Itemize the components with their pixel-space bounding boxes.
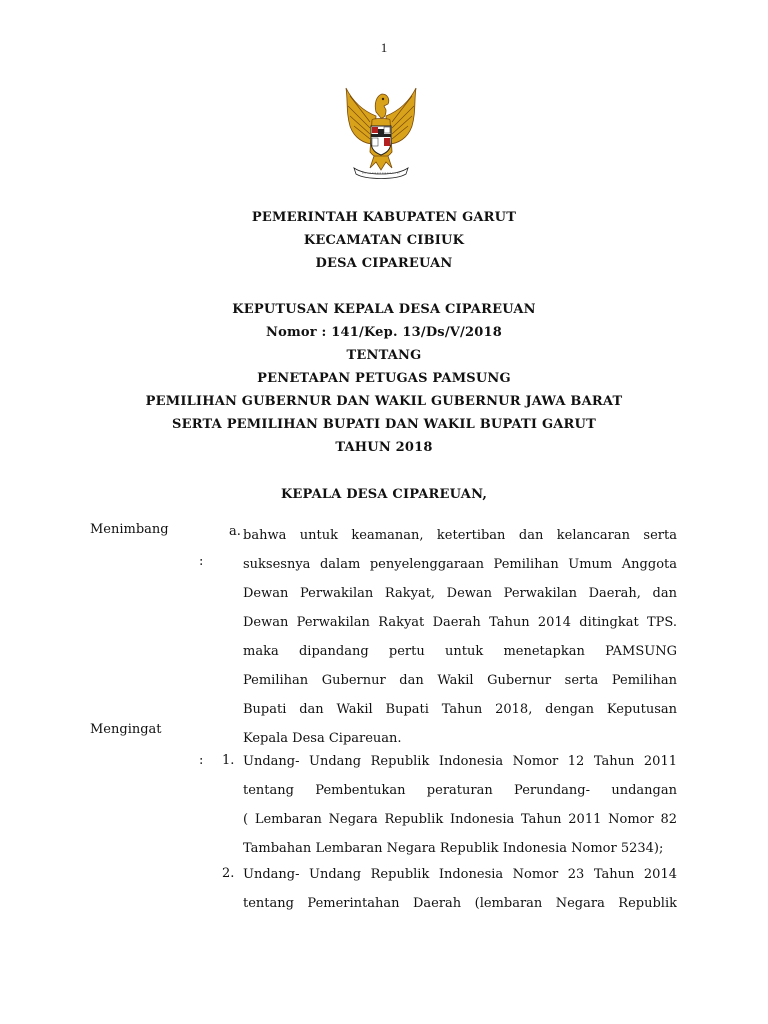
text-line: Undang- Undang Republik Indonesia Nomor 23 Tahun 2014 xyxy=(243,867,677,882)
text-line: Kepala Desa Cipareuan. xyxy=(243,731,402,746)
mengingat-colon: : xyxy=(199,753,204,768)
text-line: Bupati dan Wakil Bupati Tahun 2018, dengan Keputusan xyxy=(243,702,677,717)
menimbang-marker: a. xyxy=(229,524,241,539)
menimbang-colon: : xyxy=(199,554,204,569)
decree-line-number: Nomor : 141/Kep. 13/Ds/V/2018 xyxy=(266,325,502,340)
mengingat-label: Mengingat xyxy=(90,722,162,737)
decree-line-regent: SERTA PEMILIHAN BUPATI DAN WAKIL BUPATI GARUT xyxy=(172,417,596,432)
decree-line-subject: PENETAPAN PETUGAS PAMSUNG xyxy=(257,371,511,386)
decree-line-keputusan: KEPUTUSAN KEPALA DESA CIPAREUAN xyxy=(232,302,536,317)
page-number: 1 xyxy=(380,40,388,55)
signatory-title-text: KEPALA DESA CIPAREUAN, xyxy=(280,487,488,502)
government-header xyxy=(0,206,768,275)
decree-line-tentang: TENTANG xyxy=(346,348,422,363)
mengingat-item-2-marker: 2. xyxy=(222,866,235,881)
header-line-district: KECAMATAN CIBIUK xyxy=(303,233,465,248)
header-line-village: DESA CIPAREUAN xyxy=(315,256,453,271)
menimbang-label: Menimbang xyxy=(90,522,169,537)
signatory-title xyxy=(0,483,768,506)
mengingat-item-1 xyxy=(243,747,677,863)
text-line: Pemilihan Gubernur dan Wakil Gubernur serta Pemilihan xyxy=(243,673,677,688)
text-line: maka dipandang pertu untuk menetapkan PAMSUNG xyxy=(243,644,677,659)
text-line: suksesnya dalam penyelenggaraan Pemilihan Umum Anggota xyxy=(243,557,677,572)
garuda-emblem xyxy=(340,82,422,182)
mengingat-item-2 xyxy=(243,860,677,918)
text-line: ( Lembaran Negara Republik Indonesia Tahun 2011 Nomor 82 xyxy=(243,812,677,827)
text-line: bahwa untuk keamanan, ketertiban dan kelancaran serta xyxy=(243,528,677,543)
header-line-regency: PEMERINTAH KABUPATEN GARUT xyxy=(251,210,517,225)
decree-line-governor: PEMILIHAN GUBERNUR DAN WAKIL GUBERNUR JAWA BARAT xyxy=(145,394,623,409)
decree-line-year: TAHUN 2018 xyxy=(335,440,433,455)
text-line: Dewan Perwakilan Rakyat Daerah Tahun 2014 ditingkat TPS. xyxy=(243,615,677,630)
decree-title xyxy=(0,298,768,459)
text-line: tentang Pemerintahan Daerah (lembaran Negara Republik xyxy=(243,896,677,911)
mengingat-item-1-marker: 1. xyxy=(222,753,235,768)
menimbang-paragraph xyxy=(243,521,677,753)
text-line: Tambahan Lembaran Negara Republik Indonesia Nomor 5234); xyxy=(243,841,664,856)
text-line: tentang Pembentukan peraturan Perundang- undangan xyxy=(243,783,677,798)
text-line: Undang- Undang Republik Indonesia Nomor 12 Tahun 2011 xyxy=(243,754,677,769)
text-line: Dewan Perwakilan Rakyat, Dewan Perwakilan Daerah, dan xyxy=(243,586,677,601)
